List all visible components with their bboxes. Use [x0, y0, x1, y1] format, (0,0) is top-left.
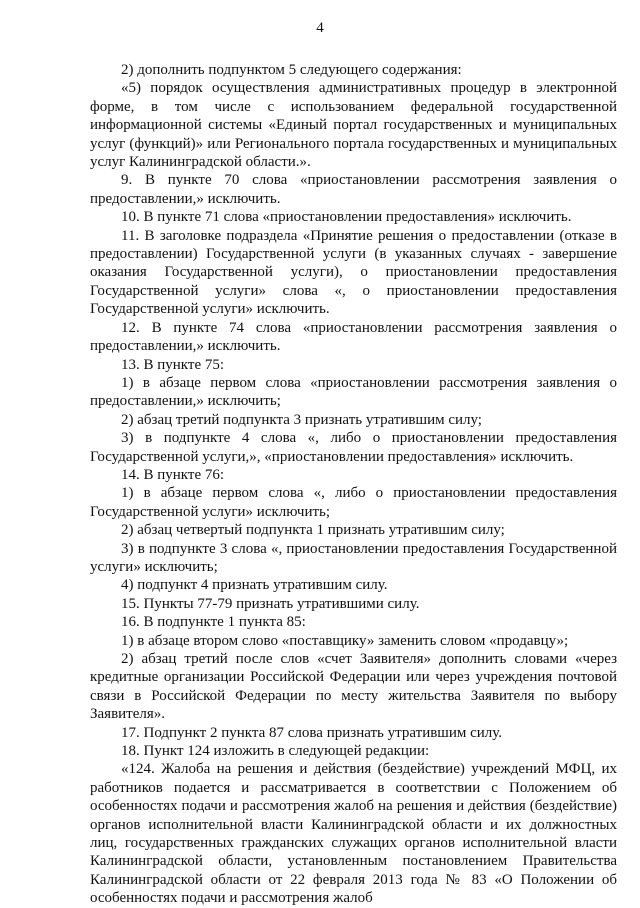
- paragraph-item-10: 10. В пункте 71 слова «приостановлении предоставления» исключить.: [121, 209, 572, 226]
- paragraph-item-14-sub-3: 3) в подпункте 3 слова «, приостановлении предоставления Государственной услуги» исключить;: [90, 540, 617, 575]
- document-body: [90, 61, 617, 908]
- paragraph-item-13: 13. В пункте 75:: [121, 356, 225, 373]
- paragraph-item-12: 12. В пункте 74 слова «приостановлении рассмотрения заявления о предоставлении,» исключить.: [90, 319, 617, 355]
- paragraph-item-14: 14. В пункте 76:: [121, 466, 225, 483]
- paragraph-item-9: 9. В пункте 70 слова «приостановлении рассмотрения заявления о предоставлении,» исключить.: [90, 172, 617, 207]
- page-number: 4: [316, 20, 324, 36]
- paragraph-item-16-sub-2: 2) абзац третий после слов «счет Заявителя» дополнить словами «через кредитные организации Российской Федерации или через учреждения почтовой связи в Российской Федерации по месту жительства Заявителя по выбору Заявителя».: [90, 651, 617, 723]
- paragraph-item-13-sub-3: 3) в подпункте 4 слова «, либо о приостановлении предоставления Государственной услуги,», «приостановлении предоставления» исключить.: [90, 430, 617, 465]
- paragraph-item-11: 11. В заголовке подраздела «Принятие решения о предоставлении (отказе в предоставлении) Государственной услуги (в указанных случаях - завершение оказания Государственной услуги), о приостановлении предоставления Государственной услуги» слова «, о приостановлении предоставления Государственной услуги» исключить.: [90, 227, 617, 318]
- paragraph-item-16-sub-1: 1) в абзаце втором слово «поставщику» заменить словом «продавцу»;: [121, 632, 569, 649]
- paragraph-item-16: 16. В подпункте 1 пункта 85:: [121, 614, 306, 631]
- paragraph-item-14-sub-1: 1) в абзаце первом слова «, либо о приостановлении предоставления Государственной услуги» исключить;: [90, 485, 617, 520]
- paragraph-subpoint-5-addition: 2) дополнить подпунктом 5 следующего содержания:: [121, 62, 462, 78]
- paragraph-subpoint-5-text: «5) порядок осуществления административных процедур в электронной форме, в том числе с использованием федеральной государственной информационной системы «Единый портал государственных и муниципальных услуг (функций)» или Регионального портала государственных и муниципальных услуг Калининградской области.».: [90, 80, 617, 171]
- paragraph-item-13-sub-1: 1) в абзаце первом слова «приостановлении рассмотрения заявления о предоставлении,» исключить;: [90, 374, 617, 410]
- paragraph-item-14-sub-2: 2) абзац четвертый подпункта 1 признать утратившим силу;: [121, 522, 505, 539]
- paragraph-item-14-sub-4: 4) подпункт 4 признать утратившим силу.: [121, 577, 388, 594]
- paragraph-item-15: 15. Пункты 77-79 признать утратившими силу.: [121, 595, 420, 612]
- paragraph-item-17: 17. Подпункт 2 пункта 87 слова признать утратившим силу.: [121, 724, 503, 741]
- paragraph-item-124-text: «124. Жалоба на решения и действия (бездействие) учреждений МФЦ, их работников подается и рассматривается в соответствии с Положением об особенностях подачи и рассмотрения жалоб на решения и действия (бездействие) органов исполнительной власти Калининградской области и их должностных лиц, государственных гражданских служащих органов исполнительной власти Калининградской области, установленным постановлением Правительства Калининградской области от 22 февраля 2013 года № 83 «О Положении об особенностях подачи и рассмотрения жалоб: [90, 761, 617, 907]
- paragraph-item-13-sub-2: 2) абзац третий подпункта 3 признать утратившим силу;: [121, 411, 482, 428]
- paragraph-item-18: 18. Пункт 124 изложить в следующей редакции:: [121, 743, 430, 760]
